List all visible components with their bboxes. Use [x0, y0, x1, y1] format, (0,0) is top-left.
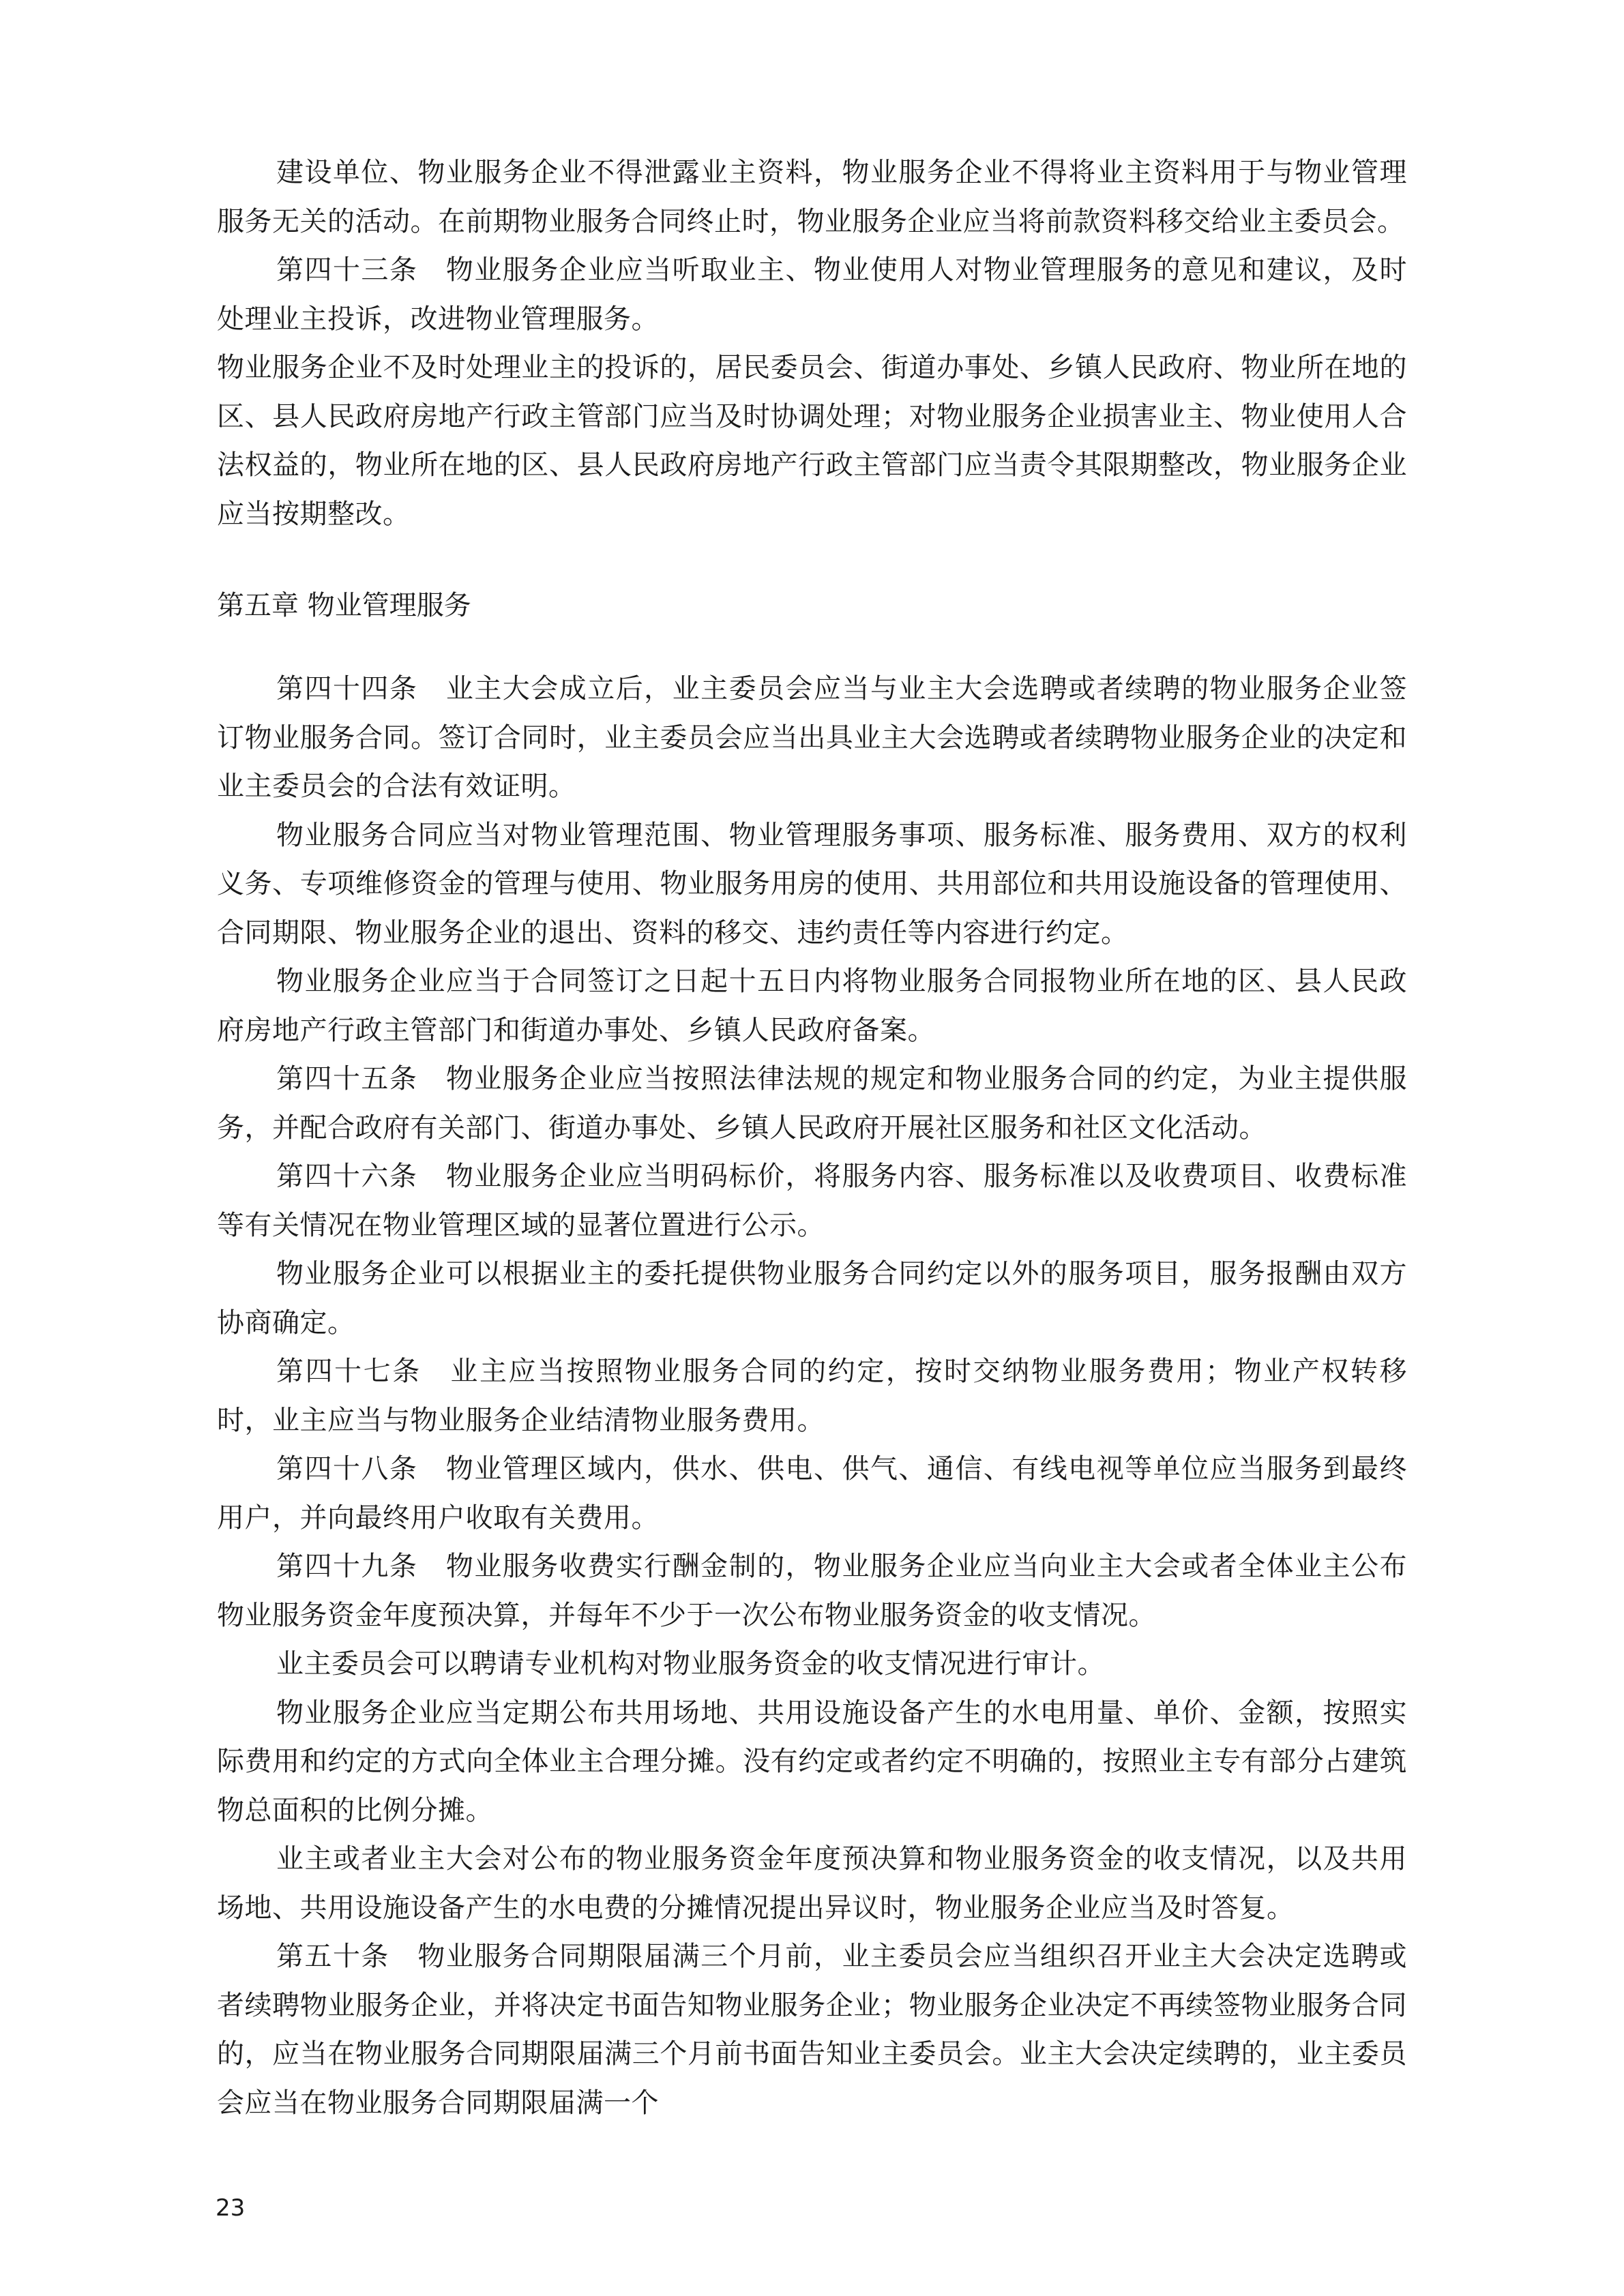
paragraph-article-47: 第四十七条 业主应当按照物业服务合同的约定，按时交纳物业服务费用；物业产权转移时，业主应当与物业服务企业结清物业服务费用。	[217, 1356, 1407, 1436]
main-section	[217, 665, 1407, 2128]
paragraph-extra-services: 物业服务企业可以根据业主的委托提供物业服务合同约定以外的服务项目，服务报酬由双方协商确定。	[217, 1258, 1407, 1339]
page-number: 23	[216, 2194, 246, 2222]
paragraph-article-48: 第四十八条 物业管理区域内，供水、供电、供气、通信、有线电视等单位应当服务到最终用户，并向最终用户收取有关费用。	[217, 1453, 1407, 1534]
paragraph-article-49: 第四十九条 物业服务收费实行酬金制的，物业服务企业应当向业主大会或者全体业主公布物业服务资金年度预决算，并每年不少于一次公布物业服务资金的收支情况。	[217, 1551, 1407, 1631]
paragraph-contract-filing: 物业服务企业应当于合同签订之日起十五日内将物业服务合同报物业所在地的区、县人民政府房地产行政主管部门和街道办事处、乡镇人民政府备案。	[217, 966, 1407, 1046]
chapter-title: 第五章 物业管理服务	[217, 590, 471, 621]
paragraph-contract-content: 物业服务合同应当对物业管理范围、物业管理服务事项、服务标准、服务费用、双方的权利义务、专项维修资金的管理与使用、物业服务用房的使用、共用部位和共用设施设备的管理使用、合同期限、物业服务企业的退出、资料的移交、违约责任等内容进行约定。	[217, 819, 1407, 949]
paragraph-article-43: 第四十三条 物业服务企业应当听取业主、物业使用人对物业管理服务的意见和建议，及时处理业主投诉，改进物业管理服务。	[217, 254, 1407, 335]
paragraph-audit: 业主委员会可以聘请专业机构对物业服务资金的收支情况进行审计。	[276, 1648, 1105, 1680]
paragraph-article-45: 第四十五条 物业服务企业应当按照法律法规的规定和物业服务合同的约定，为业主提供服务，并配合政府有关部门、街道办事处、乡镇人民政府开展社区服务和社区文化活动。	[217, 1063, 1407, 1144]
paragraph-article-44: 第四十四条 业主大会成立后，业主委员会应当与业主大会选聘或者续聘的物业服务企业签订物业服务合同。签订合同时，业主委员会应当出具业主大会选聘或者续聘物业服务企业的决定和业主委员会的合法有效证明。	[217, 673, 1407, 802]
paragraph-article-46: 第四十六条 物业服务企业应当明码标价，将服务内容、服务标准以及收费项目、收费标准等有关情况在物业管理区域的显著位置进行公示。	[217, 1161, 1407, 1241]
paragraph-utility-allocation: 物业服务企业应当定期公布共用场地、共用设施设备产生的水电用量、单价、金额，按照实际费用和约定的方式向全体业主合理分摊。没有约定或者约定不明确的，按照业主专有部分占建筑物总面积的比例分摊。	[217, 1697, 1407, 1826]
paragraph-objection-reply: 业主或者业主大会对公布的物业服务资金年度预决算和物业服务资金的收支情况，以及共用场地、共用设施设备产生的水电费的分摊情况提出异议时，物业服务企业应当及时答复。	[217, 1843, 1407, 1924]
paragraph-article-50: 第五十条 物业服务合同期限届满三个月前，业主委员会应当组织召开业主大会决定选聘或者续聘物业服务企业，并将决定书面告知物业服务企业；物业服务企业决定不再续签物业服务合同的，应当在物业服务合同期限届满三个月前书面告知业主委员会。业主大会决定续聘的，业主委员会应当在物业服务合同期限届满一个	[217, 1941, 1407, 2119]
top-section	[217, 149, 1407, 539]
paragraph-owner-data: 建设单位、物业服务企业不得泄露业主资料，物业服务企业不得将业主资料用于与物业管理服务无关的活动。在前期物业服务合同终止时，物业服务企业应当将前款资料移交给业主委员会。	[217, 157, 1407, 237]
paragraph-complaint-handling: 物业服务企业不及时处理业主的投诉的，居民委员会、街道办事处、乡镇人民政府、物业所在地的区、县人民政府房地产行政主管部门应当及时协调处理；对物业服务企业损害业主、物业使用人合法权益的，物业所在地的区、县人民政府房地产行政主管部门应当责令其限期整改，物业服务企业应当按期整改。	[217, 352, 1407, 530]
